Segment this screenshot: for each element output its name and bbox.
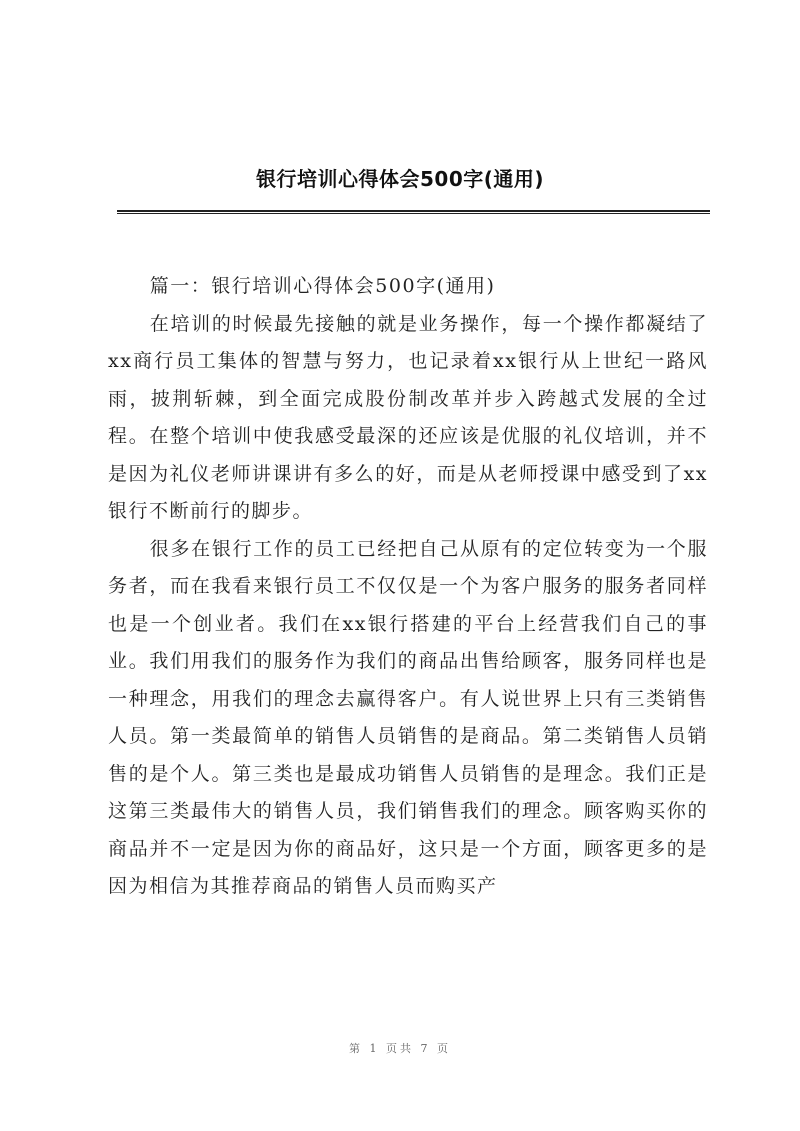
page-title: 银行培训心得体会500字(通用) <box>255 167 545 191</box>
title-underline <box>117 210 710 214</box>
paragraph-1: 在培训的时候最先接触的就是业务操作，每一个操作都凝结了xx商行员工集体的智慧与努力，也记录着xx银行从上世纪一路风雨，披荆斩棘，到全面完成股份制改革并步入跨越式发展的全过程。在整个培训中使我感受最深的还应该是优服的礼仪培训，并不是因为礼仪老师讲课讲有多么的好，而是从老师授课中感受到了xx银行不断前行的脚步。 <box>108 312 708 522</box>
section-heading: 篇一：银行培训心得体会500字(通用) <box>149 275 496 297</box>
page-footer <box>0 1040 800 1056</box>
page-number: 第 1 页共 7 页 <box>349 1042 451 1055</box>
paragraph-2: 很多在银行工作的员工已经把自己从原有的定位转变为一个服务者，而在我看来银行员工不仅仅是一个为客户服务的服务者同样也是一个创业者。我们在xx银行搭建的平台上经营我们自己的事业。我们用我们的服务作为我们的商品出售给顾客，服务同样也是一种理念，用我们的理念去赢得客户。有人说世界上只有三类销售人员。第一类最简单的销售人员销售的是商品。第二类销售人员销售的是个人。第三类也是最成功销售人员销售的是理念。我们正是这第三类最伟大的销售人员，我们销售我们的理念。顾客购买你的商品并不一定是因为你的商品好，这只是一个方面，顾客更多的是因为相信为其推荐商品的销售人员而购买产 <box>108 537 708 897</box>
document-body <box>108 268 708 906</box>
